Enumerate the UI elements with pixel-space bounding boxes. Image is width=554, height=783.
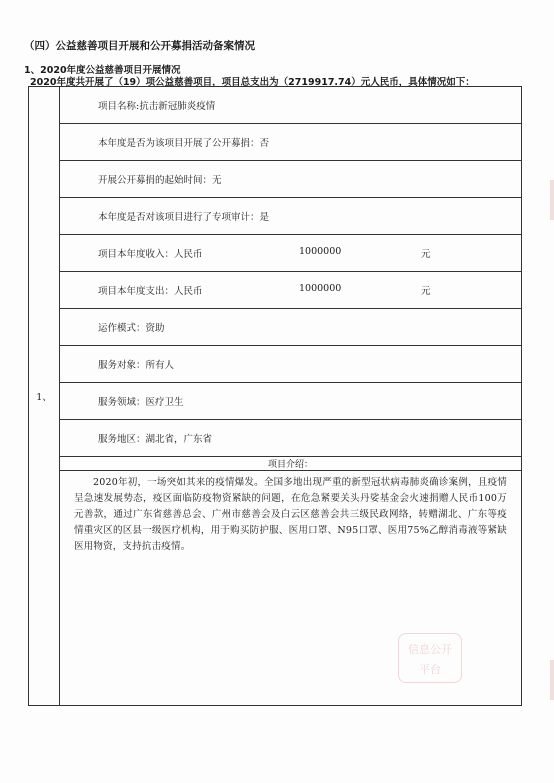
summary-line: 2020年度共开展了（19）项公益慈善项目，项目总支出为（2719917.74）元人民币，具体情况如下： xyxy=(30,77,475,88)
income-value: 1000000 xyxy=(299,246,342,257)
fundraising-start-time: 开展公开募捐的起始时间：无 xyxy=(60,161,522,198)
intro-text: 2020年初，一场突如其来的疫情爆发。全国多地出现严重的新型冠状病毒肺炎确诊案例，且疫情呈急速发展势态，疫区面临防疫物资紧缺的问题，在危急紧要关头丹娑基金会火速捐赠人民币100万元善款，通过广东省慈善总会、广州市慈善会及白云区慈善会共三级民政网络，转赠湖北、广东等疫情重灾区的区县一级医疗机构，用于购买防护服、医用口罩、N95口罩、医用75%乙醇消毒液等紧缺医用物资，支持抗击疫情。 xyxy=(60,471,522,706)
intro-title: 项目介绍： xyxy=(60,457,522,471)
sub-title: 1、2020年度公益慈善项目开展情况 xyxy=(24,65,181,76)
income-label: 项目本年度收入：人民币 xyxy=(98,249,203,260)
operation-mode: 运作模式：资助 xyxy=(60,309,522,346)
public-fundraising: 本年度是否为该项目开展了公开募捐：否 xyxy=(60,124,522,161)
edge-mark-bottom xyxy=(550,660,554,700)
stamp-line-2: 平台 xyxy=(419,663,441,676)
expense-value: 1000000 xyxy=(299,283,342,294)
expense-label: 项目本年度支出：人民币 xyxy=(98,286,203,297)
special-audit: 本年度是否对该项目进行了专项审计：是 xyxy=(60,198,522,235)
service-target: 服务对象：所有人 xyxy=(60,346,522,383)
project-index: 1、 xyxy=(29,87,60,706)
income-row xyxy=(60,235,522,272)
project-name: 项目名称:抗击新冠肺炎疫情 xyxy=(60,87,522,124)
project-table xyxy=(28,86,522,706)
edge-mark-top xyxy=(550,180,554,220)
income-unit: 元 xyxy=(421,249,431,260)
watermark-stamp xyxy=(398,633,462,683)
service-region: 服务地区：湖北省，广东省 xyxy=(60,420,522,457)
stamp-line-1: 信息公开 xyxy=(408,643,452,656)
section-title: （四）公益慈善项目开展和公开募捐活动备案情况 xyxy=(24,40,255,52)
expense-unit: 元 xyxy=(421,286,431,297)
expense-row xyxy=(60,272,522,309)
service-field: 服务领域：医疗卫生 xyxy=(60,383,522,420)
